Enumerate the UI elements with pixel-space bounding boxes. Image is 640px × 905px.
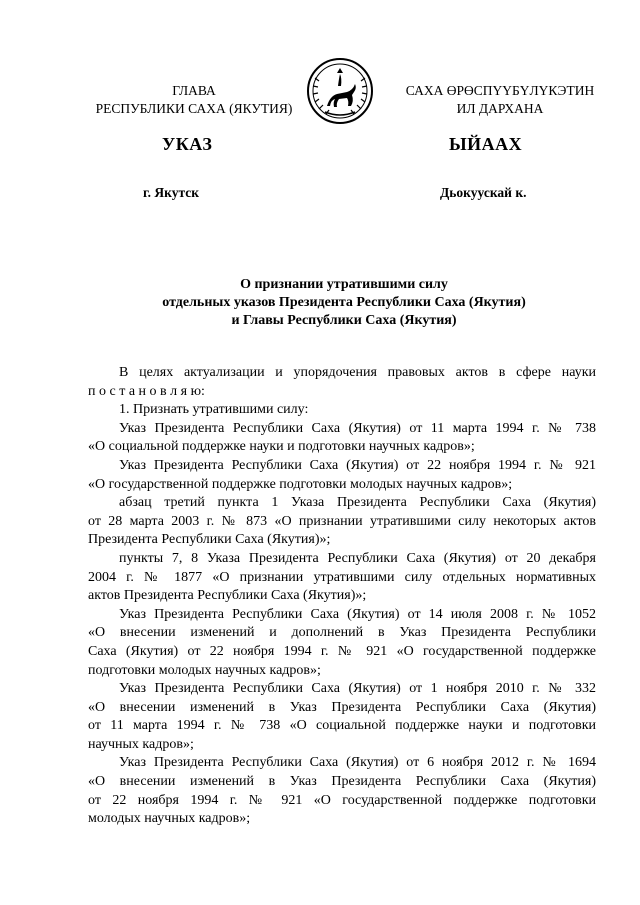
decree-title-sah: ЫЙААХ [449,134,523,154]
republic-sakha-emblem-icon [305,56,375,126]
list-item [88,680,596,699]
text-line: 1. Признать утратившими силу: [119,402,309,418]
list-item [88,494,596,513]
text-line: молодых научных кадров»; [88,811,251,827]
issuer-line-2: ИЛ ДАРХАНА [456,101,544,116]
issuer-line-1: ГЛАВА [172,83,216,98]
list-item [88,457,596,476]
text-line: абзац третий пункта 1 Указа Президента Республики Саха (Якутия) [119,495,596,511]
heading-line: отдельных указов Президента Республики Саха (Якутия) [162,295,526,310]
list-item [88,550,596,569]
text-line: «О внесении изменений в Указ Президента Республики Саха (Якутия) [88,774,596,790]
text-line: Указ Президента Республики Саха (Якутия) от 11 марта 1994 г. № 738 [119,420,596,436]
resolve-line [88,383,596,402]
text-line: Президента Республики Саха (Якутия)»; [88,532,331,548]
text-line: подготовки молодых научных кадров»; [88,662,321,678]
decree-heading [88,276,600,330]
text-line: «О социальной поддержке науки и подготовки научных кадров»; [88,439,475,455]
list-item [88,420,596,439]
text-line: научных кадров»; [88,736,194,752]
heading-line: и Главы Республики Саха (Якутия) [231,313,457,328]
intro-paragraph [88,364,596,383]
text-line: от 28 марта 2003 г. № 873 «О признании утратившими силу некоторых актов [88,513,596,529]
list-item [88,754,596,773]
city-sah: Дьокуускай к. [440,185,527,200]
text-line: «О внесении изменений в Указ Президента Республики Саха (Якутия) [88,699,596,715]
decree-title-ru: УКАЗ [162,134,213,154]
heading-line: О признании утратившими силу [240,277,448,292]
issuer-title-ru [88,82,300,118]
text-line: «О государственной поддержке подготовки молодых научных кадров»; [88,476,513,492]
text-line: от 11 марта 1994 г. № 738 «О социальной поддержке науки и подготовки [88,718,596,734]
issuer-line-2: РЕСПУБЛИКИ САХА (ЯКУТИЯ) [95,101,293,116]
text-line: 2004 г. № 1877 «О признании утратившими силу отдельных нормативных [88,569,596,585]
text-line: В целях актуализации и упорядочения правовых актов в сфере науки [119,365,596,380]
text-line: «О внесении изменений и дополнений в Указ Президента Республики [88,625,596,641]
text-line: Указ Президента Республики Саха (Якутия) от 22 ноября 1994 г. № 921 [119,457,596,473]
item-1 [88,401,596,420]
text-line: Указ Президента Республики Саха (Якутия) от 1 ноября 2010 г. № 332 [119,681,596,697]
city-ru: г. Якутск [143,185,200,200]
list-item [88,606,596,625]
issuer-line-1: САХА ӨРӨСПҮҮБҮЛҮКЭТИН [405,83,595,98]
text-line: п о с т а н о в л я ю: [88,383,205,399]
decree-body [88,364,596,829]
text-line: Указ Президента Республики Саха (Якутия) от 6 ноября 2012 г. № 1694 [119,755,596,771]
text-line: Саха (Якутия) от 22 ноября 1994 г. № 921 «О государственной поддержке [88,643,596,659]
text-line: от 22 ноября 1994 г. № 921 «О государственной поддержке подготовки [88,792,596,808]
text-line: актов Президента Республики Саха (Якутия)»; [88,588,367,604]
issuer-title-sah [385,82,615,118]
text-line: Указ Президента Республики Саха (Якутия) от 14 июля 2008 г. № 1052 [119,606,596,622]
text-line: пункты 7, 8 Указа Президента Республики Саха (Якутия) от 20 декабря [119,550,596,566]
